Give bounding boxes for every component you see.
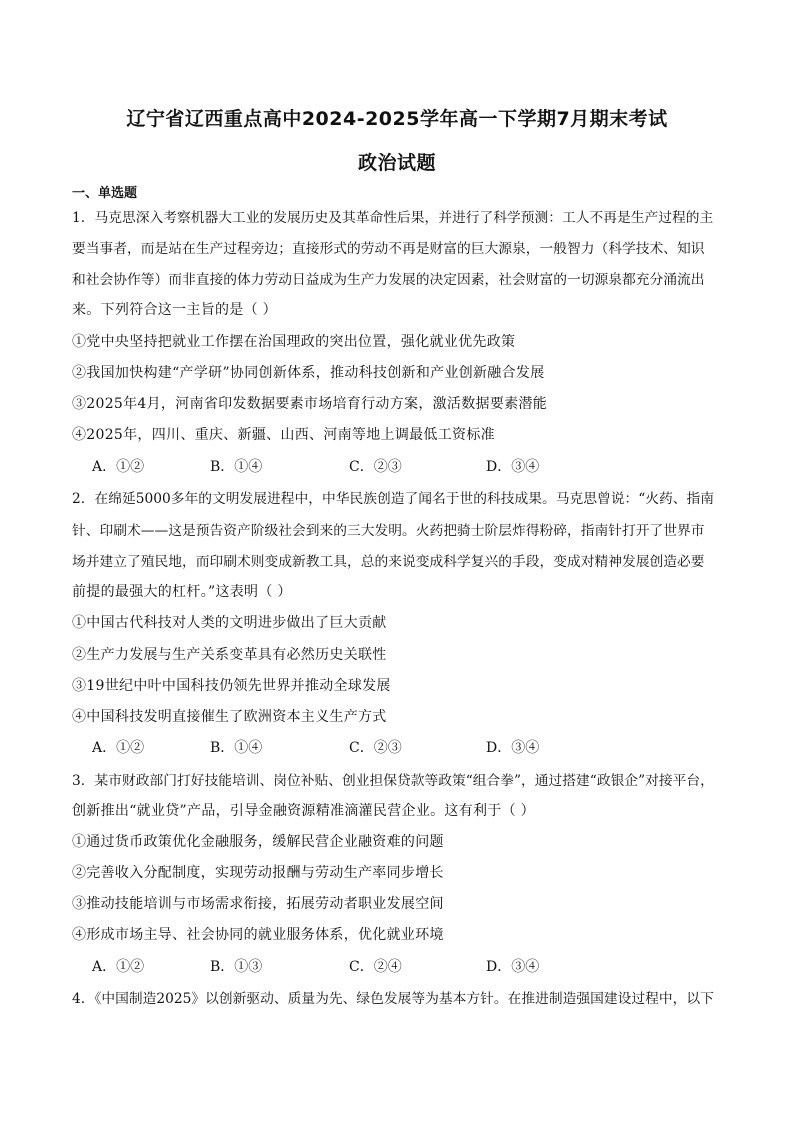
- section-heading: 一、单选题: [72, 186, 138, 201]
- question-2-item-2: ②生产力发展与生产关系变革具有必然历史关联性: [72, 647, 387, 663]
- question-2-item-4: ④中国科技发明直接催生了欧洲资本主义生产方式: [72, 709, 387, 725]
- question-3-item-1: ①通过货币政策优化金融服务，缓解民营企业融资难的问题: [72, 834, 444, 850]
- question-1-option-a[interactable]: A．①②: [92, 459, 145, 475]
- question-1-item-4: ④2025年，四川、重庆、新疆、山西、河南等地上调最低工资标准: [72, 427, 495, 443]
- question-2-line-3: 场并建立了殖民地，而印刷术则变成新教工具，总的来说变成科学复兴的手段，变成对精神发展创造必要: [72, 554, 705, 570]
- question-1-option-c[interactable]: C．②③: [349, 459, 402, 475]
- question-1-item-1: ①党中央坚持把就业工作摆在治国理政的突出位置，强化就业优先政策: [72, 334, 516, 350]
- question-2-line-2: 针、印刷术——这是预告资产阶级社会到来的三大发明。火药把骑士阶层炸得粉碎，指南针打开了世界市: [72, 523, 705, 539]
- question-2-option-c[interactable]: C．②③: [349, 740, 402, 756]
- question-3-item-4: ④形成市场主导、社会协同的就业服务体系，优化就业环境: [72, 927, 444, 943]
- question-2-item-3: ③19世纪中叶中国科技仍领先世界并推动全球发展: [72, 678, 391, 694]
- question-2-option-d[interactable]: D．③④: [486, 740, 540, 756]
- question-1-item-2: ②我国加快构建“产学研”协同创新体系，推动科技创新和产业创新融合发展: [72, 365, 545, 381]
- question-1-line-1: 1．马克思深入考察机器大工业的发展历史及其革命性后果，并进行了科学预测：工人不再是生产过程的主: [72, 210, 714, 226]
- question-3-option-d[interactable]: D．③④: [486, 959, 540, 975]
- question-1-line-4: 来。下列符合这一主旨的是（ ）: [72, 302, 277, 318]
- question-3-line-2: 创新推出“就业贷”产品，引导金融资源精准滴灌民营企业。这有利于（ ）: [72, 803, 535, 819]
- question-1-item-3: ③2025年4月，河南省印发数据要素市场培育行动方案，激活数据要素潜能: [72, 396, 548, 412]
- exam-subtitle: 政治试题: [357, 152, 436, 174]
- question-3-line-1: 3．某市财政部门打好技能培训、岗位补贴、创业担保贷款等政策“组合拳”，通过搭建“政银企”对接平台，: [72, 773, 714, 789]
- question-1-line-2: 要当事者，而是站在生产过程旁边；直接形式的劳动不再是财富的巨大源泉，一般智力（科学技术、知识: [72, 241, 705, 257]
- question-2-line-4: 前提的最强大的杠杆。”这表明（ ）: [72, 584, 292, 600]
- question-1-line-3: 和社会协作等）而非直接的体力劳动日益成为生产力发展的决定因素，社会财富的一切源泉都充分涌流出: [72, 272, 705, 288]
- question-1-option-b[interactable]: B．①④: [210, 459, 263, 475]
- question-3-option-b[interactable]: B．①③: [210, 959, 263, 975]
- question-3-option-a[interactable]: A．①②: [92, 959, 145, 975]
- question-2-line-1: 2．在绵延5000多年的文明发展进程中，中华民族创造了闻名于世的科技成果。马克思曾说：“火药、指南: [72, 491, 715, 507]
- question-3-option-c[interactable]: C．②④: [349, 959, 402, 975]
- exam-title: 辽宁省辽西重点高中2024-2025学年高一下学期7月期末考试: [126, 108, 668, 130]
- question-4-line-1: 4．《中国制造2025》以创新驱动、质量为先、绿色发展等为基本方针。在推进制造强国建设过程中，以下: [72, 991, 714, 1007]
- question-2-option-b[interactable]: B．①④: [210, 740, 263, 756]
- question-2-item-1: ①中国古代科技对人类的文明进步做出了巨大贡献: [72, 615, 387, 631]
- question-3-item-2: ②完善收入分配制度，实现劳动报酬与劳动生产率同步增长: [72, 865, 444, 881]
- question-1-option-d[interactable]: D．③④: [486, 459, 540, 475]
- question-3-item-3: ③推动技能培训与市场需求衔接，拓展劳动者职业发展空间: [72, 896, 444, 912]
- question-2-option-a[interactable]: A．①②: [92, 740, 145, 756]
